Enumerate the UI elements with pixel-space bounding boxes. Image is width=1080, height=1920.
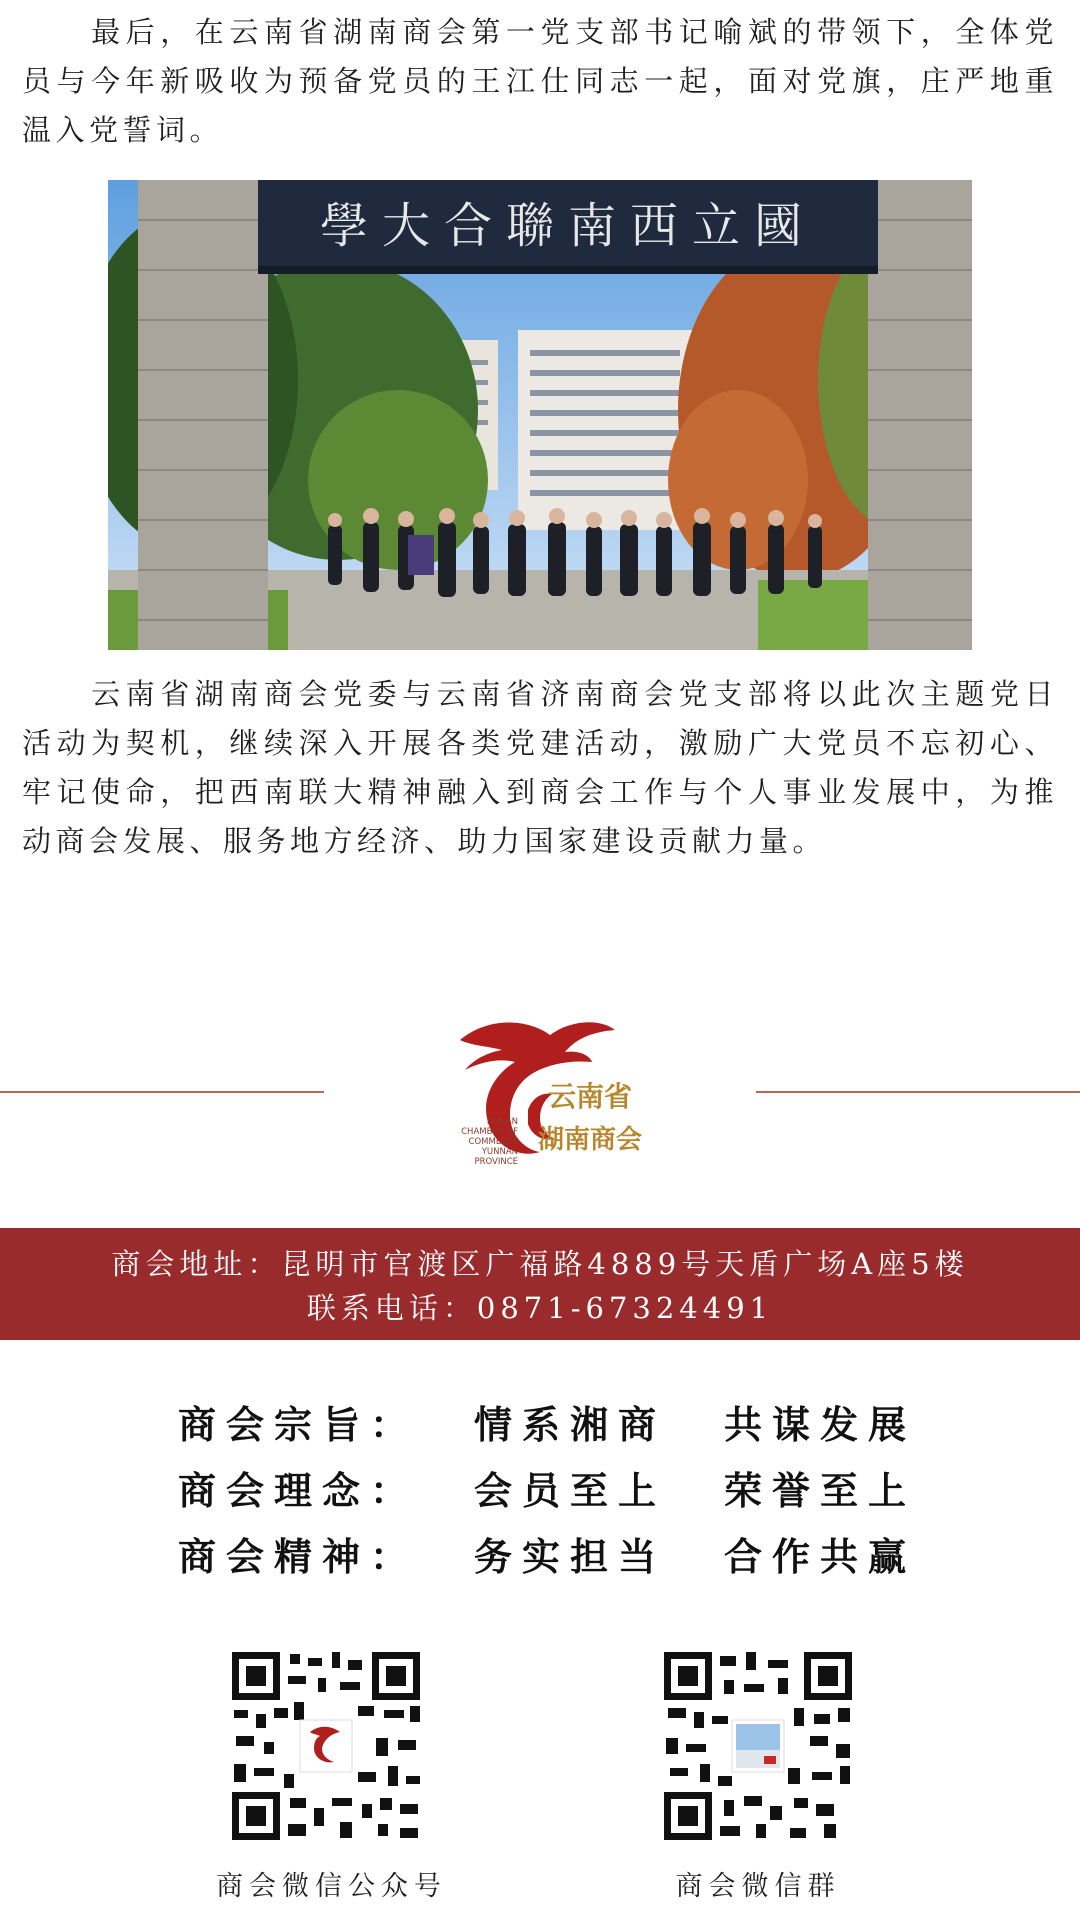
tenet-value: 情系湘商 (474, 1402, 667, 1447)
tenet-value: 荣誉至上 (724, 1468, 917, 1513)
logo-text-province: 云南省 (547, 1080, 633, 1113)
tenet-label: 商会宗旨： (178, 1402, 419, 1447)
tenet-label: 商会精神： (178, 1534, 419, 1579)
article-paragraph-1-text: 最后，在云南省湖南商会第一党支部书记喻斌的带领下，全体党员与今年新吸收为预备党员的王江仕同志一起，面对党旗，庄严地重温入党誓词。 (22, 15, 1058, 147)
gate-sign-text: 學大合聯南西立國 (319, 198, 817, 254)
address-text: 商会地址：昆明市官渡区广福路4889号天盾广场A座5楼 (111, 1247, 969, 1281)
contact-banner (0, 1228, 1080, 1340)
tenet-value: 会员至上 (474, 1468, 667, 1513)
divider-right (756, 1091, 1080, 1093)
chamber-tenets (178, 1394, 938, 1592)
article-paragraph-1 (22, 8, 1058, 155)
qr-caption-official-account: 商会微信公众号 (216, 1871, 447, 1902)
divider-left (0, 1091, 324, 1093)
article-paragraph-2 (22, 670, 1058, 866)
logo-english-line-1: HUNAN (486, 1117, 518, 1127)
qr-code-image[interactable] (228, 1648, 424, 1844)
article-paragraph-2-text: 云南省湖南商会党委与云南省济南商会党支部将以此次主题党日活动为契机，继续深入开展各类党建活动，激励广大党员不忘初心、牢记使命，把西南联大精神融入到商会工作与个人事业发展中，为推动商会发展、服务地方经济、助力国家建设贡献力量。 (22, 677, 1058, 858)
logo-text-chamber: 湖南商会 (537, 1125, 643, 1155)
qr-code-image[interactable] (660, 1648, 856, 1844)
tenet-value: 共谋发展 (724, 1402, 917, 1447)
chamber-logo (440, 1010, 650, 1180)
qr-wechat-group (648, 1648, 868, 1903)
tenet-row-philosophy (178, 1460, 938, 1526)
tenet-label: 商会理念： (178, 1468, 419, 1513)
qr-official-account (216, 1648, 447, 1903)
logo-english-line-4: YUNNAN (481, 1147, 518, 1157)
qr-caption-wechat-group: 商会微信群 (675, 1871, 841, 1902)
logo-english-line-5: PROVINCE (474, 1157, 518, 1167)
tenet-value: 务实担当 (474, 1534, 667, 1579)
tenet-row-spirit (178, 1526, 938, 1592)
tenet-row-purpose (178, 1394, 938, 1460)
logo-english-line-2: CHAMBER OF (461, 1127, 518, 1137)
phone-text: 联系电话：0871-67324491 (306, 1291, 774, 1325)
logo-english-line-3: COMMERCE (468, 1137, 518, 1147)
event-group-photo (108, 180, 972, 650)
tenet-value: 合作共赢 (724, 1534, 917, 1579)
